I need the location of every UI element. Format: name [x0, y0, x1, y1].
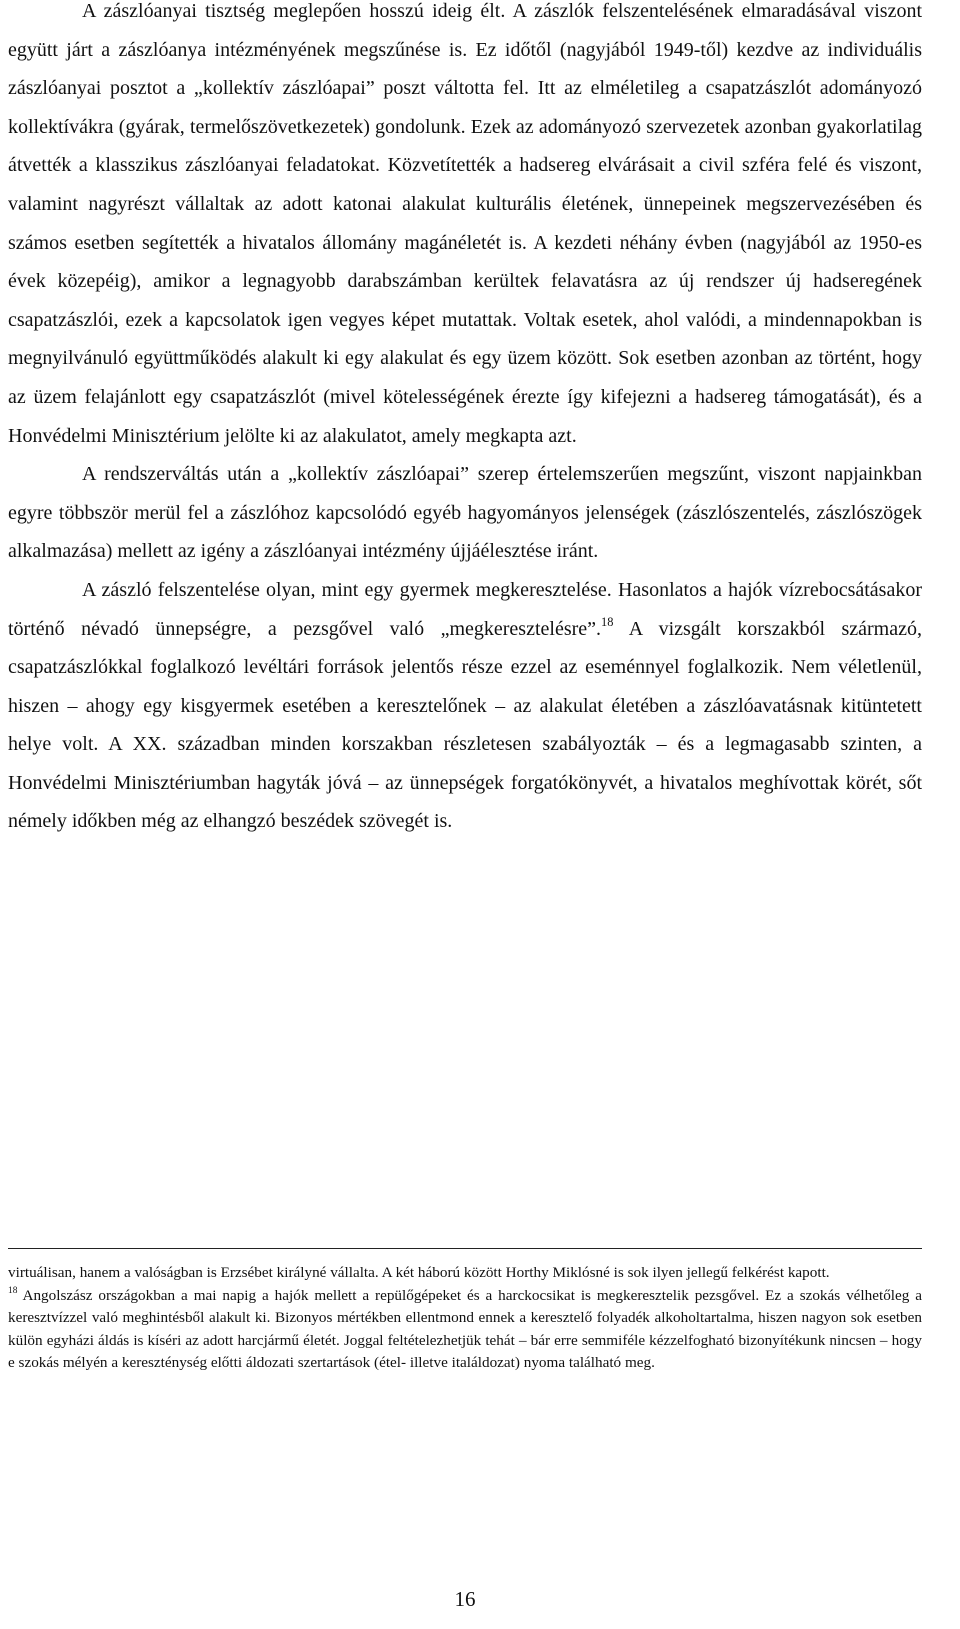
- footnote-ref-18[interactable]: 18: [601, 615, 614, 630]
- footnotes: [8, 1262, 922, 1375]
- paragraph-1: A zászlóanyai tisztség meglepően hosszú ideig élt. A zászlók felszentelésének elmaradásával viszont együtt járt a zászlóanya intézményének megszűnése is. Ez időtől (nagyjából 1949-től) kezdve az individuális zászlóanyai posztot a „kollektív zászlóapai” poszt váltotta fel. Itt az elméletileg a csapatzászlót adományozó kollektívákra (gyárak, termelőszövetkezetek) gondolunk. Ezek az adományozó szervezetek azonban gyakorlatilag átvették a klasszikus zászlóanyai feladatokat. Közvetítették a hadsereg elvárásait a civil szféra felé és viszont, valamint nagyrészt vállaltak az adott katonai alakulat kulturális életének, ünnepeinek megszervezésében és számos esetben segítették a hivatalos állomány magánéletét is. A kezdeti néhány évben (nagyjából az 1950-es évek közepéig), amikor a legnagyobb darabszámban kerültek felavatásra az új rendszer új hadseregének csapatzászlói, ezek a kapcsolatok igen vegyes képet mutattak. Voltak esetek, ahol valódi, a mindennapokban is megnyilvánuló együttműködés alakult ki egy alakulat és egy üzem között. Sok esetben azonban az történt, hogy az üzem felajánlott egy csapatzászlót (mivel kötelességének érezte így kifejezni a hadsereg támogatását), és a Honvédelmi Minisztérium jelölte ki az alakulatot, amely megkapta azt.: [8, 0, 922, 447]
- footnote-continuation: virtuálisan, hanem a valóságban is Erzsébet királyné vállalta. A két háború között Horthy Miklósné is sok ilyen jellegű felkérést kapott.: [8, 1264, 830, 1281]
- body-text: [8, 0, 922, 841]
- paragraph-2: A rendszerváltás után a „kollektív zászlóapai” szerep értelemszerűen megszűnt, viszont napjainkban egyre többször merül fel a zászlóhoz kapcsolódó egyéb hagyományos jelenségek (zászlószentelés, zászlószögek alkalmazása) mellett az igény a zászlóanyai intézmény újjáélesztése iránt.: [8, 463, 922, 563]
- footnote-18-number: 18: [8, 1286, 18, 1297]
- footnote-18-text: Angolszász országokban a mai napig a hajók mellett a repülőgépeket és a harckocsikat is megkeresztelik pezsgővel. Ez a szokás vélhetőleg a keresztvízzel való meghintésből alakult ki. Bizonyos mértékben ellentmond ennek a keresztelő folyadék alkoholtartalma, hiszen nagyon sok esetben külön egyházi áldás is kíséri az adott harcjármű életét. Joggal feltételezhetjük tehát – bár erre semmiféle kézzelfogható bizonyítékunk nincsen – hogy e szokás mélyén a kereszténység előtti áldozati szertartások (étel- illetve italáldozat) nyoma található meg.: [8, 1286, 922, 1372]
- paragraph-3-text-before: A zászló felszentelése olyan, mint egy gyermek megkeresztelése. Hasonlatos a hajók vízrebocsátásakor történő névadó ünnepségre, a pezsgővel való „megkeresztelésre”.: [8, 578, 922, 640]
- footnote-separator: [8, 1248, 922, 1249]
- paragraph-3: [8, 571, 922, 841]
- page-number: 16: [454, 1587, 476, 1611]
- paragraph-3-text-after: A vizsgált korszakból származó, csapatzászlókkal foglalkozó levéltári források jelentős része ezzel az eseménnyel foglalkozik. Nem véletlenül, hiszen – ahogy egy kisgyermek esetében a keresztelőnek – az alakulat életében a zászlóavatásnak kitüntetett helye volt. A XX. században minden korszakban részletesen szabályozták – és a legmagasabb szinten, a Honvédelmi Minisztériumban hagyták jóvá – az ünnepségek forgatókönyvét, a hivatalos meghívottak körét, sőt némely időkben még az elhangzó beszédek szövegét is.: [8, 617, 922, 833]
- footnote-18: [8, 1285, 922, 1375]
